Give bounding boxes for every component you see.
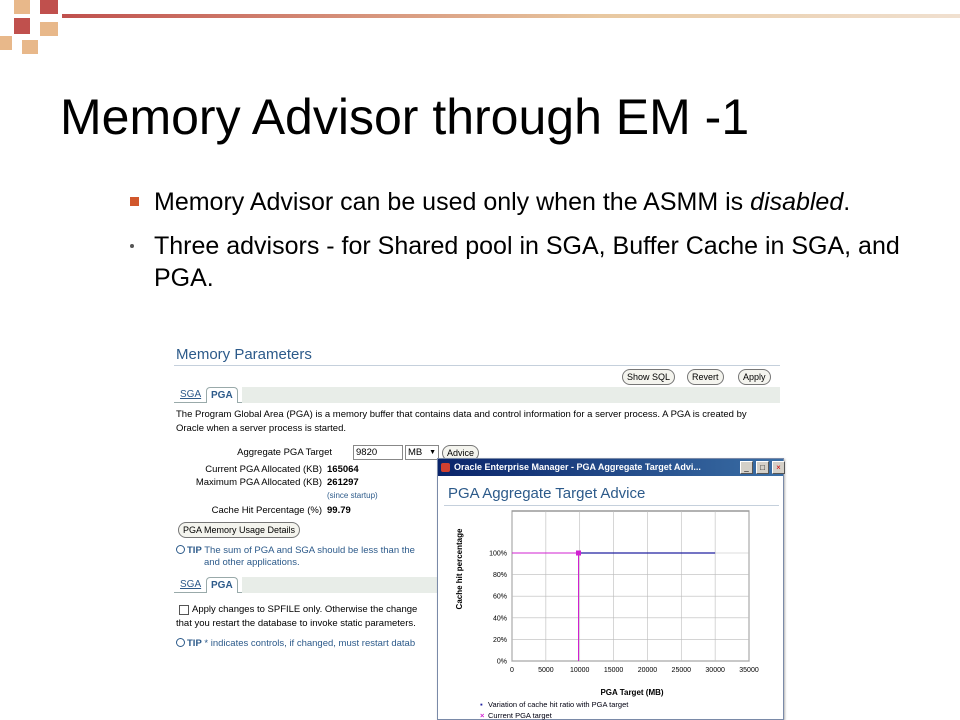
current-marker-icon: × <box>480 711 485 720</box>
current-pga-value: 165064 <box>327 464 359 475</box>
minimize-icon: _ <box>744 463 749 472</box>
tab-sga-bottom[interactable]: SGA <box>180 579 202 590</box>
slide-title: Memory Advisor through EM -1 <box>60 89 750 145</box>
cache-hit-label: Cache Hit Percentage (%) <box>211 505 322 516</box>
x-tick-label: 10000 <box>569 667 590 674</box>
spfile-label-line2: that you restart the database to invoke static parameters. <box>176 618 416 629</box>
x-tick-label: 25000 <box>671 667 692 674</box>
pga-memory-usage-button[interactable]: PGA Memory Usage Details <box>178 522 300 538</box>
y-tick-label: 60% <box>492 593 507 601</box>
since-startup-note: (since startup) <box>327 491 378 500</box>
chevron-down-icon: ▼ <box>429 449 436 456</box>
page-title: Memory Parameters <box>176 346 312 363</box>
y-tick-label: 20% <box>492 636 507 644</box>
cache-hit-value: 99.79 <box>327 505 351 516</box>
bullet-list <box>130 186 910 306</box>
square-bullet-icon <box>130 197 139 206</box>
tab-sga[interactable]: SGA <box>180 389 202 400</box>
tab-pga-bottom[interactable]: PGA <box>206 577 238 593</box>
close-icon: × <box>776 463 781 472</box>
bullet-item: Three advisors - for Shared pool in SGA, Buffer Cache in SGA, and PGA. <box>130 230 910 294</box>
revert-button[interactable]: Revert <box>687 369 724 385</box>
y-tick-label: 0% <box>496 658 507 666</box>
plot-area <box>512 511 749 661</box>
x-axis-label: PGA Target (MB) <box>600 688 664 697</box>
x-tick-label: 35000 <box>739 667 759 674</box>
x-tick-label: 5000 <box>538 667 554 674</box>
series-marker-icon: ▪ <box>480 700 483 709</box>
aggregate-pga-input[interactable]: 9820 <box>353 445 403 460</box>
legend-series: ▪ Variation of cache hit ratio with PGA target <box>480 700 629 709</box>
unit-select[interactable]: MB ▼ <box>405 445 439 460</box>
y-tick-label: 80% <box>492 572 507 580</box>
tab-pga[interactable]: PGA <box>206 387 238 403</box>
max-pga-label: Maximum PGA Allocated (KB) <box>195 477 322 488</box>
tip-check-icon <box>176 545 185 554</box>
aggregate-pga-label: Aggregate PGA Target <box>237 447 332 458</box>
current-pga-label: Current PGA Allocated (KB) <box>205 464 322 475</box>
advice-heading: PGA Aggregate Target Advice <box>448 485 646 502</box>
window-title: Oracle Enterprise Manager - PGA Aggregate Target Advi... <box>454 462 701 472</box>
dot-bullet-icon <box>130 244 134 248</box>
pga-advice-chart <box>438 459 785 720</box>
header-rule <box>62 14 960 18</box>
spfile-checkbox[interactable] <box>179 605 189 615</box>
maximize-icon: □ <box>760 463 765 472</box>
current-target-point <box>576 551 581 556</box>
tip-pga-sga-line2: and other applications. <box>204 557 300 568</box>
legend-current: × Current PGA target <box>480 711 552 720</box>
apply-button[interactable]: Apply <box>738 369 771 385</box>
x-tick-label: 0 <box>510 667 514 674</box>
x-tick-label: 30000 <box>705 667 725 674</box>
y-axis-label: Cache hit percentage <box>455 528 464 610</box>
tip-restart: TIP * indicates controls, if changed, must restart datab <box>176 638 415 650</box>
x-tick-label: 15000 <box>603 667 624 674</box>
max-pga-value: 261297 <box>327 477 359 488</box>
bullet-item: Memory Advisor can be used only when the ASMM is disabled. <box>130 186 910 218</box>
pga-description: The Program Global Area (PGA) is a memory buffer that contains data and control information for a server process. A PGA is created by Oracle when a server process is started. <box>176 409 747 434</box>
show-sql-button[interactable]: Show SQL <box>622 369 675 385</box>
title-divider <box>174 365 780 366</box>
tip-pga-sga: TIP The sum of PGA and SGA should be less than the <box>176 545 415 557</box>
advice-button[interactable]: Advice <box>442 445 479 461</box>
spfile-label: Apply changes to SPFILE only. Otherwise the change <box>192 604 418 615</box>
chart-grid <box>512 511 749 661</box>
y-tick-label: 100% <box>489 550 507 558</box>
y-tick-label: 40% <box>492 615 507 623</box>
tip-check-icon <box>176 638 185 647</box>
pga-advice-window <box>437 458 784 720</box>
tab-bar <box>174 385 780 403</box>
x-tick-label: 20000 <box>637 667 658 674</box>
